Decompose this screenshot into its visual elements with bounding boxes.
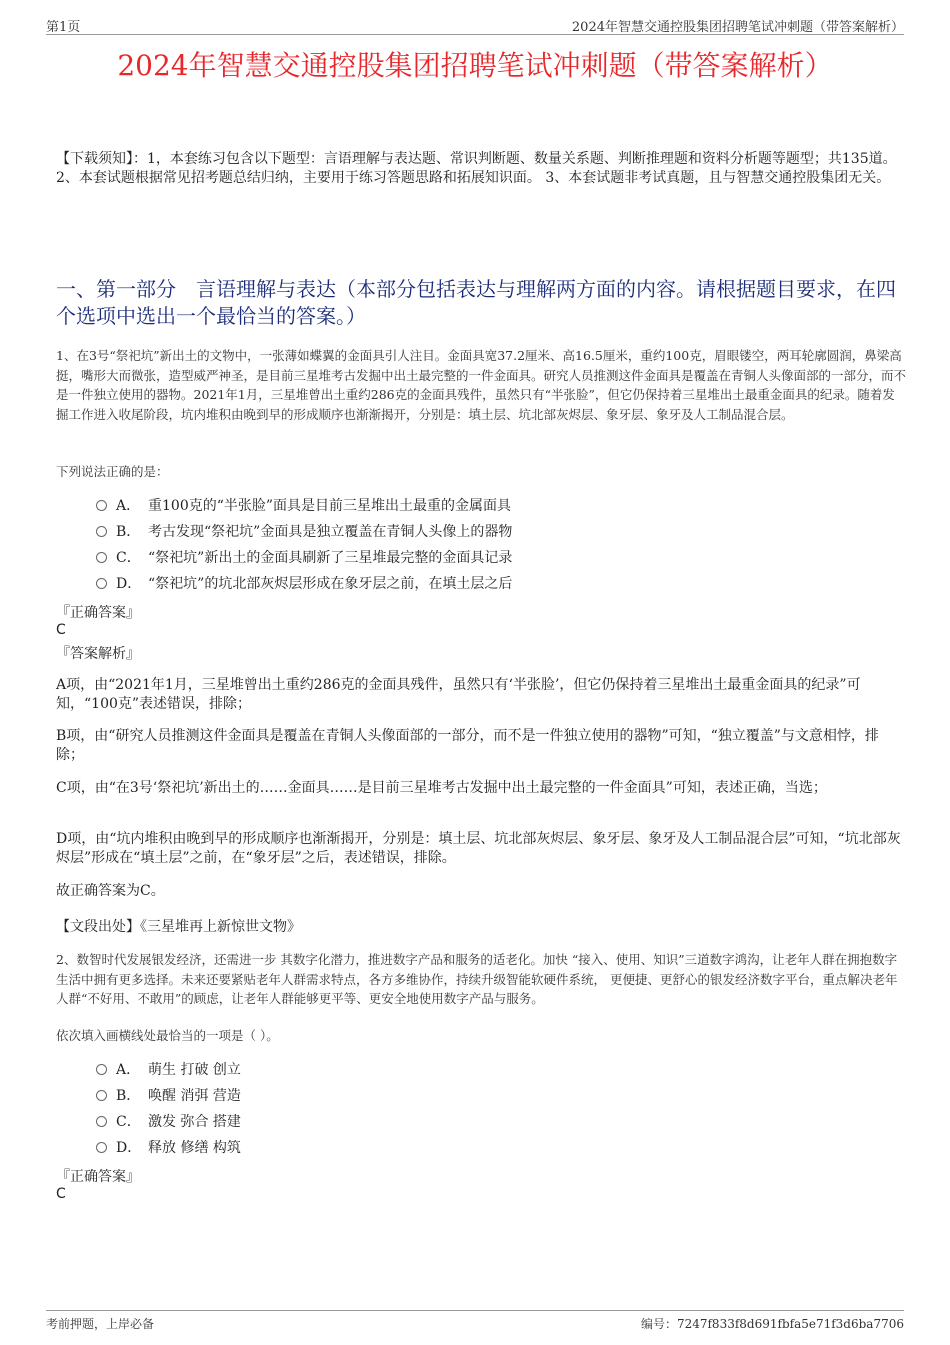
radio-icon[interactable] xyxy=(96,1090,107,1101)
radio-icon[interactable] xyxy=(96,552,107,563)
correct-answer: C xyxy=(56,1186,66,1202)
correct-answer-label: 『正确答案』 xyxy=(56,605,140,621)
correct-answer: C xyxy=(56,622,66,638)
header-doc-title: 2024年智慧交通控股集团招聘笔试冲刺题（带答案解析） xyxy=(571,20,904,35)
question-1-option-c[interactable]: C． “祭祀坑”新出土的金面具刷新了三星堆最完整的金面具记录 xyxy=(96,547,512,569)
radio-icon[interactable] xyxy=(96,1064,107,1075)
radio-icon[interactable] xyxy=(96,500,107,511)
page-title: 2024年智慧交通控股集团招聘笔试冲刺题（带答案解析） xyxy=(117,49,833,82)
question-1-option-d[interactable]: D． “祭祀坑”的坑北部灰烬层形成在象牙层之前，在填土层之后 xyxy=(96,573,512,595)
passage-source: 【文段出处】《三星堆再上新惊世文物》 xyxy=(56,919,301,935)
question-2-option-b[interactable]: B． 唤醒 消弭 营造 xyxy=(96,1085,241,1107)
analysis-conclusion: 故正确答案为C。 xyxy=(56,883,165,899)
analysis-label: 『答案解析』 xyxy=(56,646,140,662)
analysis-item-d: D项，由“坑内堆积由晚到早的形成顺序也渐渐揭开，分别是：填土层、坑北部灰烬层、象牙层、象牙及人工制品混合层”可知，“坑北部灰烬层”形成在“填土层”之前，在“象牙层”之后，表述错误，排除。 xyxy=(56,831,901,866)
question-1-text: 1、在3号“祭祀坑”新出土的文物中，一张薄如蝶翼的金面具引人注目。金面具宽37.2厘米、高16.5厘米，重约100克，眉眼镂空，两耳轮廓圆润，鼻梁高挺，嘴形大而微张，造型威严神圣，是目前三星堆考古发掘中出土最完整的一件金面具。研究人员推测这件金面具是覆盖在青铜人头像面部的一部分，而不是一件独立使用的器物。2021年1月，三星堆曾出土重约286克的金面具残件，虽然只有“半张脸”，但它仍保持着三星堆出土最重金面具的纪录。随着发掘工作进入收尾阶段，坑内堆积由晚到早的形成顺序也渐渐揭开，分别是：填土层、坑北部灰烬层、象牙层、象牙及人工制品混合层。 xyxy=(56,348,907,422)
analysis-item-a: A项，由“2021年1月，三星堆曾出土重约286克的金面具残件，虽然只有‘半张脸’，但它仍保持着三星堆出土最重金面具的纪录”可知，“100克”表述错误，排除； xyxy=(56,677,861,712)
radio-icon[interactable] xyxy=(96,1116,107,1127)
page-header xyxy=(46,14,904,35)
question-2-text: 2、数智时代发展银发经济，还需进一步 其数字化潜力，推进数字产品和服务的适老化。加快 “接入、使用、知识”三道数字鸿沟，让老年人群在拥抱数字生活中拥有更多选择。未来还要紧贴老年人群需求特点，各方多维协作，持续升级智能软硬件系统， 更便捷、更舒心的银发经济数字平台，重点解决老年人群“不好用、不敢用”的顾虑，让老年人群能够更平等、更安全地使用数字产品与服务。 xyxy=(56,952,898,1006)
footer-slogan: 考前押题，上岸必备 xyxy=(46,1317,155,1331)
footer-doc-id: 编号：7247f833f8d691fbfa5e71f3d6ba7706 xyxy=(640,1317,904,1331)
question-2-option-c[interactable]: C． 激发 弥合 搭建 xyxy=(96,1111,241,1133)
analysis-item-b: B项，由“研究人员推测这件金面具是覆盖在青铜人头像面部的一部分，而不是一件独立使用的器物”可知，“独立覆盖”与文意相悖，排除； xyxy=(56,728,879,763)
correct-answer-label: 『正确答案』 xyxy=(56,1169,140,1185)
page-footer xyxy=(46,1310,904,1331)
question-1-prompt: 下列说法正确的是： xyxy=(56,464,169,479)
radio-icon[interactable] xyxy=(96,578,107,589)
question-1-option-a[interactable]: A． 重100克的“半张脸”面具是目前三星堆出土最重的金属面具 xyxy=(96,495,511,517)
radio-icon[interactable] xyxy=(96,526,107,537)
question-1-option-b[interactable]: B． 考古发现“祭祀坑”金面具是独立覆盖在青铜人头像上的器物 xyxy=(96,521,512,543)
question-2-option-d[interactable]: D． 释放 修缮 构筑 xyxy=(96,1137,241,1159)
radio-icon[interactable] xyxy=(96,1142,107,1153)
download-notice: 【下载须知】：1，本套练习包含以下题型：言语理解与表达题、常识判断题、数量关系题、判断推理题和资料分析题等题型；共135道。 2、本套试题根据常见招考题总结归纳，主要用于练习答题思路和拓展知识面。 3、本套试题非考试真题，且与智慧交通控股集团无关。 xyxy=(56,151,897,186)
analysis-item-c: C项，由“在3号‘祭祀坑’新出土的……金面具……是目前三星堆考古发掘中出土最完整的一件金面具”可知，表述正确，当选； xyxy=(56,780,827,796)
question-2-prompt: 依次填入画横线处最恰当的一项是（ ）。 xyxy=(56,1028,279,1043)
section-heading: 一、第一部分 言语理解与表达（本部分包括表达与理解两方面的内容。请根据题目要求，在四个选项中选出一个最恰当的答案。） xyxy=(56,277,896,328)
page-number: 第1页 xyxy=(46,20,81,35)
question-2-option-a[interactable]: A． 萌生 打破 创立 xyxy=(96,1059,241,1081)
